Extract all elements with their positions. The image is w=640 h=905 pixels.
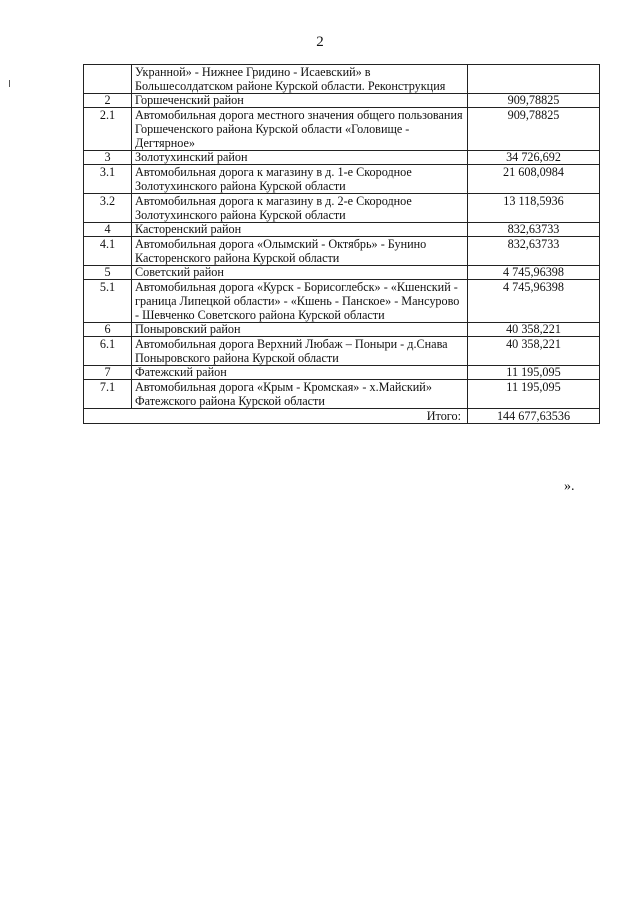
row-number: 4.1	[84, 237, 132, 266]
district-name: Касторенский район	[132, 223, 468, 237]
district-name: Фатежский район	[132, 366, 468, 380]
row-number: 3.2	[84, 194, 132, 223]
funding-amount: 832,63733	[468, 237, 600, 266]
funding-amount: 909,78825	[468, 94, 600, 108]
funding-amount: 909,78825	[468, 108, 600, 151]
district-row	[84, 151, 600, 165]
road-row	[84, 165, 600, 194]
funding-amount: 34 726,692	[468, 151, 600, 165]
closing-quote-mark: ».	[564, 479, 575, 494]
district-row	[84, 366, 600, 380]
funding-amount: 40 358,221	[468, 337, 600, 366]
road-row	[84, 65, 600, 94]
row-number	[84, 65, 132, 94]
funding-amount	[468, 65, 600, 94]
district-name: Горшеченский район	[132, 94, 468, 108]
margin-mark	[9, 80, 10, 87]
district-row	[84, 266, 600, 280]
road-name: Автомобильная дорога местного значения общего пользования Горшеченского района Курской области «Головище - Дегтярное»	[132, 108, 468, 151]
row-number: 2	[84, 94, 132, 108]
funding-amount: 11 195,095	[468, 380, 600, 409]
row-number: 7	[84, 366, 132, 380]
road-name: Автомобильная дорога «Курск - Борисоглебск» - «Кшенский - граница Липецкой области» - «Кшень - Панское» - Мансурово - Шевченко Советского района Курской области	[132, 280, 468, 323]
funding-amount: 832,63733	[468, 223, 600, 237]
road-name: Автомобильная дорога «Крым - Кромская» - х.Майский» Фатежского района Курской области	[132, 380, 468, 409]
road-name: Автомобильная дорога к магазину в д. 2-е Скородное Золотухинского района Курской области	[132, 194, 468, 223]
road-row	[84, 337, 600, 366]
total-label: Итого:	[84, 409, 468, 424]
table-body	[84, 65, 600, 409]
road-name: Автомобильная дорога Верхний Любаж – Поныри - д.Снава Поныровского района Курской области	[132, 337, 468, 366]
roads-funding-table	[83, 64, 600, 424]
row-number: 7.1	[84, 380, 132, 409]
funding-amount: 21 608,0984	[468, 165, 600, 194]
funding-amount: 4 745,96398	[468, 266, 600, 280]
road-row	[84, 380, 600, 409]
funding-amount: 13 118,5936	[468, 194, 600, 223]
row-number: 3	[84, 151, 132, 165]
district-name: Советский район	[132, 266, 468, 280]
funding-amount: 40 358,221	[468, 323, 600, 337]
road-row	[84, 194, 600, 223]
page-number: 2	[316, 34, 324, 50]
total-amount: 144 677,63536	[468, 409, 600, 424]
row-number: 4	[84, 223, 132, 237]
total-row	[84, 409, 600, 424]
funding-amount: 4 745,96398	[468, 280, 600, 323]
row-number: 6	[84, 323, 132, 337]
road-name: Укранной» - Нижнее Гридино - Исаевский» в Большесолдатском районе Курской области. Реконструкция	[132, 65, 468, 94]
row-number: 6.1	[84, 337, 132, 366]
row-number: 3.1	[84, 165, 132, 194]
road-row	[84, 280, 600, 323]
road-row	[84, 237, 600, 266]
row-number: 5	[84, 266, 132, 280]
funding-amount: 11 195,095	[468, 366, 600, 380]
district-name: Поныровский район	[132, 323, 468, 337]
row-number: 2.1	[84, 108, 132, 151]
district-row	[84, 323, 600, 337]
district-row	[84, 223, 600, 237]
road-row	[84, 108, 600, 151]
district-name: Золотухинский район	[132, 151, 468, 165]
road-name: Автомобильная дорога к магазину в д. 1-е Скородное Золотухинского района Курской области	[132, 165, 468, 194]
row-number: 5.1	[84, 280, 132, 323]
road-name: Автомобильная дорога «Олымский - Октябрь» - Бунино Касторенского района Курской области	[132, 237, 468, 266]
district-row	[84, 94, 600, 108]
